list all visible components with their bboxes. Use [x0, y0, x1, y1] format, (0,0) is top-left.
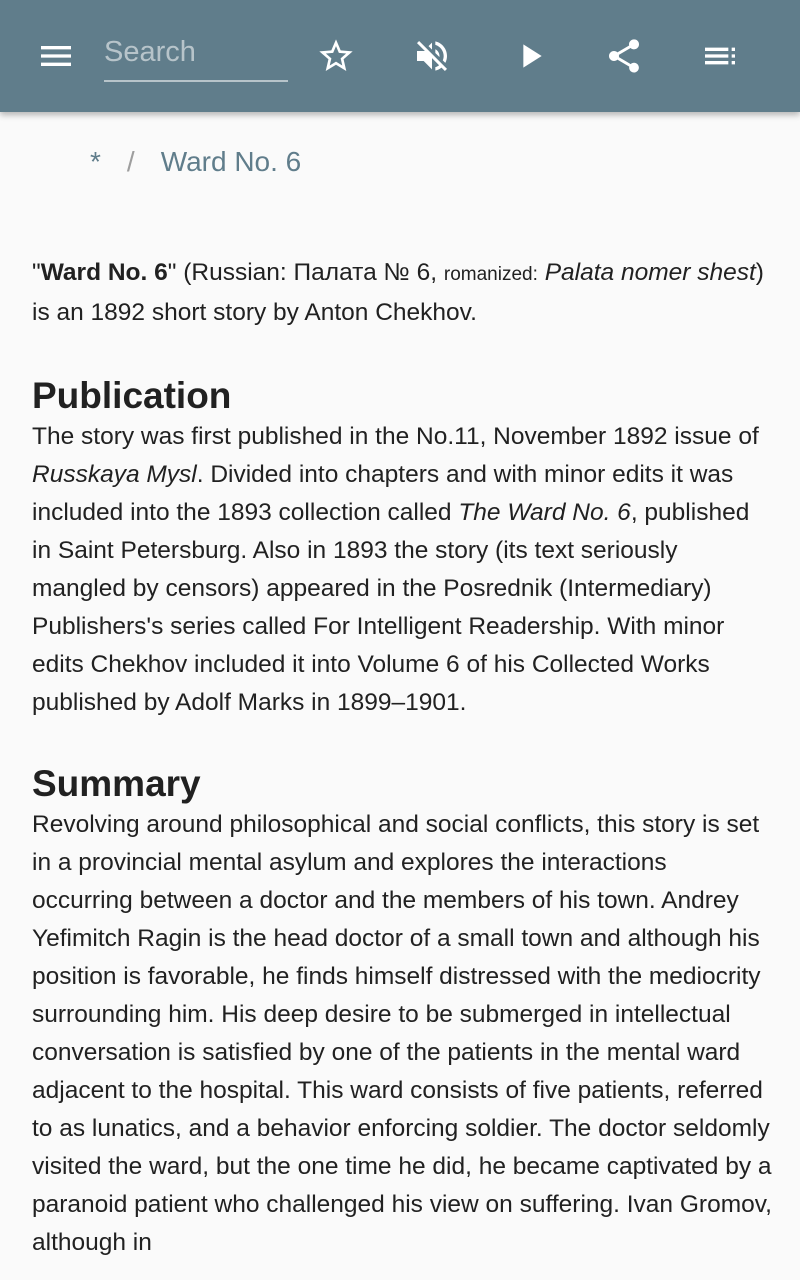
publication-heading: Publication [32, 375, 232, 416]
article-content [32, 254, 772, 1262]
publication-text: , published in Saint Petersburg. Also in 1893 the story (its text seriously mangled by censors) appeared in the Posrednik (Intermediary) Publishers's series called For Intelligent Readership. With minor edits Chekhov included it into Volume 6 of his Collected Works published by Adolf Marks in 1899–1901. [32, 499, 750, 716]
romanized-label: romanized: [443, 264, 538, 285]
bookmark-button[interactable] [308, 28, 364, 84]
contents-button[interactable] [692, 28, 748, 84]
search-input[interactable] [104, 30, 288, 74]
share-button[interactable] [596, 28, 652, 84]
magazine-name: Russkaya Mysl [32, 461, 197, 488]
intro-space [538, 259, 545, 286]
share-icon [604, 36, 644, 76]
quote-mark: " [167, 259, 177, 286]
quote-mark: " [32, 259, 41, 286]
publication-text: . Divided into chapters and with minor edits it was included into the 1893 collection called [32, 461, 734, 526]
star-outline-icon [316, 36, 356, 76]
article-title: Ward No. 6 [40, 259, 168, 286]
collection-name: The Ward No. 6 [458, 499, 631, 526]
breadcrumb-home[interactable]: * [90, 146, 101, 177]
breadcrumb-current: Ward No. 6 [160, 146, 302, 177]
summary-heading: Summary [32, 763, 201, 804]
app-bar [0, 0, 800, 112]
breadcrumb [90, 146, 301, 178]
breadcrumb-separator: / [126, 146, 135, 177]
menu-icon [36, 36, 76, 76]
romanized-value: Palata nomer shest [544, 259, 756, 286]
article-intro [32, 254, 772, 332]
mute-button[interactable] [404, 28, 460, 84]
play-button[interactable] [502, 28, 558, 84]
publication-text: The story was first published in the No.11, November 1892 issue of [32, 423, 759, 450]
search-field[interactable] [104, 26, 288, 82]
intro-text: (Russian: Палата № 6, [176, 259, 444, 286]
publication-paragraph [32, 418, 772, 722]
intro-text: ) is an 1892 short story by Anton Chekhov. [32, 259, 764, 326]
play-icon [510, 36, 550, 76]
volume-off-icon [412, 36, 452, 76]
menu-button[interactable] [28, 28, 84, 84]
summary-paragraph: Revolving around philosophical and social conflicts, this story is set in a provincial mental asylum and explores the interactions occurring between a doctor and the members of his town. Andrey Yefimitch Ragin is the head doctor of a small town and although his position is favorable, he finds himself distressed with the mediocrity surrounding him. His deep desire to be submerged in intellectual conversation is satisfied by one of the patients in the mental ward adjacent to the hospital. This ward consists of five patients, referred to as lunatics, and a behavior enforcing soldier. The doctor seldomly visited the ward, but the one time he did, he became captivated by a paranoid patient who challenged his view on suffering. Ivan Gromov, although in [32, 811, 772, 1256]
playlist-icon [700, 36, 740, 76]
